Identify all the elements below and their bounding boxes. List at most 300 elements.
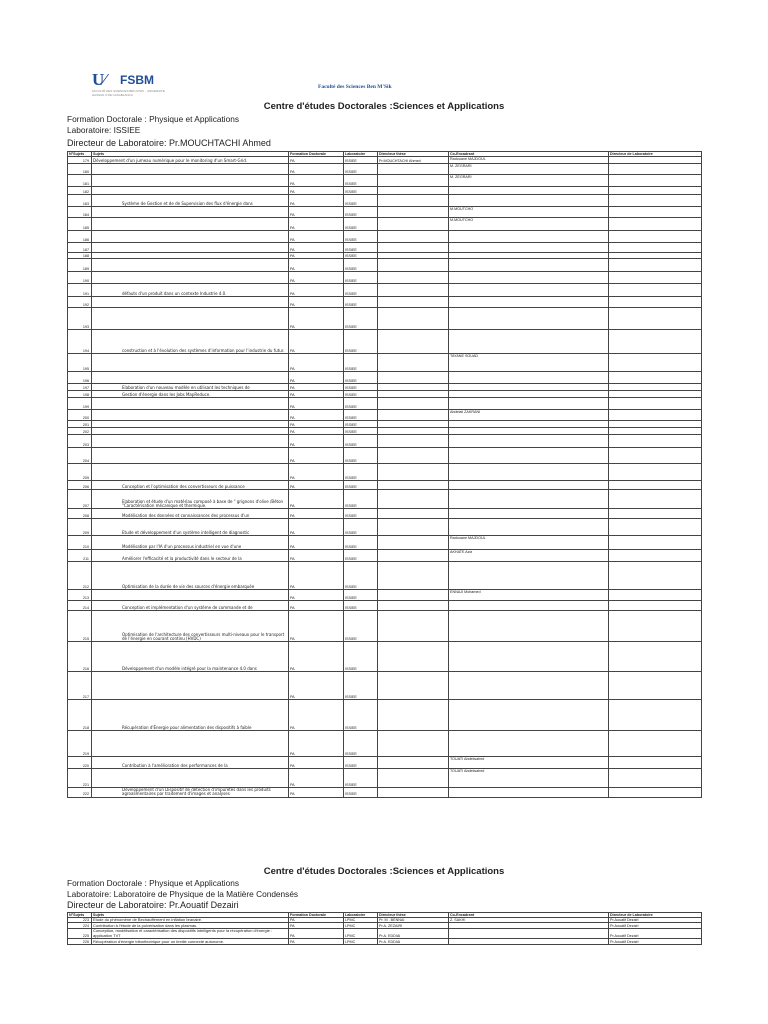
thesis-director-cell bbox=[378, 391, 449, 398]
laboratory-cell: ISSIEE bbox=[344, 519, 378, 536]
lab-director-cell bbox=[609, 601, 702, 611]
column-header-formation: Formation Doctorale bbox=[289, 913, 344, 918]
co-advisor-cell: TOUATI Abdelwahed bbox=[449, 769, 609, 788]
thesis-director-cell: Pr.MOUCHTACHI Ahmed bbox=[378, 157, 449, 164]
subject-number: 182 bbox=[68, 187, 92, 195]
column-header-lab: Laboratoire bbox=[344, 152, 378, 157]
lab-director-cell bbox=[609, 372, 702, 384]
co-advisor-cell bbox=[449, 562, 609, 590]
subject-title bbox=[92, 435, 289, 448]
formation-cell: PA bbox=[289, 731, 344, 757]
thesis-director-cell bbox=[378, 509, 449, 519]
subject-number: 197 bbox=[68, 384, 92, 391]
subject-title bbox=[92, 259, 289, 272]
formation-cell: PA bbox=[289, 410, 344, 421]
co-advisor-cell bbox=[449, 788, 609, 797]
table-row bbox=[68, 391, 702, 398]
lab-director-cell bbox=[609, 410, 702, 421]
lab-director-cell bbox=[609, 195, 702, 207]
table-row bbox=[68, 297, 702, 308]
laboratory-cell: ISSIEE bbox=[344, 731, 378, 757]
thesis-director-cell bbox=[378, 354, 449, 372]
thesis-director-cell bbox=[378, 464, 449, 481]
co-advisor-cell bbox=[449, 428, 609, 435]
lab-director-cell bbox=[609, 308, 702, 330]
formation-cell: PA bbox=[289, 769, 344, 788]
co-advisor-cell bbox=[449, 611, 609, 642]
lab-director-cell bbox=[609, 550, 702, 562]
laboratory-cell: ISSIEE bbox=[344, 157, 378, 164]
formation-cell: PA bbox=[289, 308, 344, 330]
laboratory-cell: ISSIEE bbox=[344, 428, 378, 435]
laboratory-cell: ISSIEE bbox=[344, 330, 378, 354]
subject-number: 222 bbox=[68, 788, 92, 797]
subject-title: Développement d'un Dispositif de détection d'impuretés dans les produits agroalimentaires par traitement d'images et analyses bbox=[92, 788, 289, 797]
formation-cell: PA bbox=[289, 157, 344, 164]
formation-cell: PA bbox=[289, 672, 344, 700]
laboratory-cell: ISSIEE bbox=[344, 490, 378, 509]
subject-title bbox=[92, 218, 289, 231]
subject-number: 180 bbox=[68, 164, 92, 175]
subject-number: 194 bbox=[68, 330, 92, 354]
co-advisor-cell bbox=[449, 384, 609, 391]
lab-director-cell bbox=[609, 354, 702, 372]
subject-title bbox=[92, 308, 289, 330]
thesis-director-cell: Pr.A. EDDIAI bbox=[378, 929, 449, 938]
section1-lab-director: Directeur de Laboratoire: Pr.MOUCHTACHI Ahmed bbox=[67, 138, 271, 148]
formation-cell: PA bbox=[289, 231, 344, 243]
subject-number: 204 bbox=[68, 448, 92, 464]
laboratory-cell: ISSIEE bbox=[344, 700, 378, 731]
formation-cell: PA bbox=[289, 284, 344, 297]
table-row bbox=[68, 398, 702, 410]
formation-cell: PA bbox=[289, 700, 344, 731]
formation-cell: PA bbox=[289, 253, 344, 259]
subject-title bbox=[92, 372, 289, 384]
thesis-director-cell bbox=[378, 372, 449, 384]
subject-title bbox=[92, 731, 289, 757]
laboratory-cell: ISSIEE bbox=[344, 308, 378, 330]
lab-director-cell bbox=[609, 284, 702, 297]
table-row bbox=[68, 175, 702, 187]
subject-title: Modélisation des données et connaissances des processus d'un bbox=[92, 509, 289, 519]
lab-director-cell bbox=[609, 391, 702, 398]
table-row bbox=[68, 672, 702, 700]
co-advisor-cell: M.MOUTCHO bbox=[449, 218, 609, 231]
table-row bbox=[68, 757, 702, 769]
lab-director-cell bbox=[609, 207, 702, 218]
table-row bbox=[68, 284, 702, 297]
subject-title bbox=[92, 428, 289, 435]
thesis-director-cell bbox=[378, 672, 449, 700]
co-advisor-cell bbox=[449, 284, 609, 297]
co-advisor-cell: Abdelali ZAKRANI bbox=[449, 410, 609, 421]
thesis-director-cell bbox=[378, 536, 449, 550]
laboratory-cell: ISSIEE bbox=[344, 601, 378, 611]
section1-subjects-table bbox=[67, 151, 702, 798]
thesis-director-cell: Pr.A. ZEZAIRI bbox=[378, 923, 449, 929]
laboratory-cell: ISSIEE bbox=[344, 769, 378, 788]
thesis-director-cell bbox=[378, 231, 449, 243]
formation-cell: PA bbox=[289, 929, 344, 938]
subject-title: Améliorer l'efficacité et la productivité dans le secteur de la bbox=[92, 550, 289, 562]
co-advisor-cell bbox=[449, 481, 609, 490]
co-advisor-cell: M.MOUTCHO bbox=[449, 207, 609, 218]
thesis-director-cell bbox=[378, 259, 449, 272]
lab-director-cell: Pr.Aouatif Dezairi bbox=[609, 918, 702, 923]
thesis-director-cell bbox=[378, 519, 449, 536]
subject-title bbox=[92, 207, 289, 218]
logo-abbreviation: FSBM bbox=[120, 73, 154, 87]
co-advisor-cell bbox=[449, 731, 609, 757]
table-row bbox=[68, 509, 702, 519]
subject-number: 186 bbox=[68, 231, 92, 243]
formation-cell: PA bbox=[289, 330, 344, 354]
subject-number: 216 bbox=[68, 642, 92, 672]
laboratory-cell: ISSIEE bbox=[344, 410, 378, 421]
formation-cell: PA bbox=[289, 590, 344, 601]
formation-cell: PA bbox=[289, 384, 344, 391]
subject-number: 206 bbox=[68, 481, 92, 490]
formation-cell: PA bbox=[289, 175, 344, 187]
co-advisor-cell: Radouane MAJDOUL bbox=[449, 536, 609, 550]
faculty-name: Faculté des Sciences Ben M'Sik bbox=[318, 84, 392, 90]
subject-number: 224 bbox=[68, 923, 92, 929]
lab-director-cell bbox=[609, 384, 702, 391]
subject-title bbox=[92, 231, 289, 243]
lab-director-cell bbox=[609, 187, 702, 195]
subject-number: 183 bbox=[68, 195, 92, 207]
lab-director-cell bbox=[609, 428, 702, 435]
thesis-director-cell bbox=[378, 788, 449, 797]
laboratory-cell: ISSIEE bbox=[344, 509, 378, 519]
co-advisor-cell bbox=[449, 421, 609, 428]
table-row bbox=[68, 769, 702, 788]
thesis-director-cell bbox=[378, 601, 449, 611]
co-advisor-cell bbox=[449, 308, 609, 330]
subject-number: 198 bbox=[68, 391, 92, 398]
co-advisor-cell: ENNAJI Mohamed bbox=[449, 590, 609, 601]
column-header-formation: Formation Doctorale bbox=[289, 152, 344, 157]
subject-title: Conception, modélisation et caractérisation des dispositifs intelligents pour la récupération d'énergie : application TVT bbox=[92, 929, 289, 938]
formation-cell: PA bbox=[289, 788, 344, 797]
subject-title bbox=[92, 297, 289, 308]
subject-title: Développement d'un modèle intégré pour la maintenance 4.0 dans bbox=[92, 642, 289, 672]
subject-number: 190 bbox=[68, 272, 92, 284]
subject-number: 196 bbox=[68, 372, 92, 384]
subject-title: Etude du phénomène de Bechauffement en inflation branaire. bbox=[92, 918, 289, 923]
co-advisor-cell bbox=[449, 330, 609, 354]
subject-title bbox=[92, 354, 289, 372]
section2-lab-director: Directeur de Laboratoire: Pr.Aouatif Dezairi bbox=[67, 900, 239, 910]
thesis-director-cell bbox=[378, 398, 449, 410]
thesis-director-cell bbox=[378, 700, 449, 731]
lab-director-cell bbox=[609, 590, 702, 601]
subject-title bbox=[92, 410, 289, 421]
table-row bbox=[68, 601, 702, 611]
co-advisor-cell bbox=[449, 642, 609, 672]
laboratory-cell: ISSIEE bbox=[344, 788, 378, 797]
co-advisor-cell bbox=[449, 490, 609, 509]
laboratory-cell: ISSIEE bbox=[344, 218, 378, 231]
subject-number: 184 bbox=[68, 207, 92, 218]
table-row bbox=[68, 929, 702, 938]
thesis-director-cell bbox=[378, 757, 449, 769]
thesis-director-cell bbox=[378, 550, 449, 562]
subject-number: 200 bbox=[68, 410, 92, 421]
formation-cell: PA bbox=[289, 550, 344, 562]
laboratory-cell: ISSIEE bbox=[344, 175, 378, 187]
co-advisor-cell: Radouane MAJDOUL bbox=[449, 157, 609, 164]
table-row bbox=[68, 490, 702, 509]
subject-number: 219 bbox=[68, 731, 92, 757]
lab-director-cell bbox=[609, 731, 702, 757]
subject-number: 226 bbox=[68, 938, 92, 944]
thesis-director-cell bbox=[378, 642, 449, 672]
co-advisor-cell bbox=[449, 272, 609, 284]
section2-formation: Formation Doctorale : Physique et Applications bbox=[67, 878, 240, 888]
column-header-director: Directeur thèse bbox=[378, 152, 449, 157]
subject-title: Optimisation de la durée de vie des sources d'énergie embarquée bbox=[92, 562, 289, 590]
lab-director-cell bbox=[609, 435, 702, 448]
formation-cell: PA bbox=[289, 938, 344, 944]
lab-director-cell bbox=[609, 218, 702, 231]
co-advisor-cell bbox=[449, 231, 609, 243]
thesis-director-cell bbox=[378, 243, 449, 253]
laboratory-cell: ISSIEE bbox=[344, 421, 378, 428]
co-advisor-cell bbox=[449, 391, 609, 398]
subject-title bbox=[92, 272, 289, 284]
laboratory-cell: ISSIEE bbox=[344, 195, 378, 207]
formation-cell: PA bbox=[289, 509, 344, 519]
table-row bbox=[68, 700, 702, 731]
laboratory-cell: ISSIEE bbox=[344, 672, 378, 700]
table-row bbox=[68, 435, 702, 448]
subject-number: 223 bbox=[68, 918, 92, 923]
subject-number: 187 bbox=[68, 243, 92, 253]
subject-number: 215 bbox=[68, 611, 92, 642]
thesis-director-cell bbox=[378, 435, 449, 448]
lab-director-cell bbox=[609, 164, 702, 175]
formation-cell: PA bbox=[289, 164, 344, 175]
formation-cell: PA bbox=[289, 354, 344, 372]
subject-title: Gestion d'énergie dans les Jobs MapReduce. bbox=[92, 391, 289, 398]
formation-cell: PA bbox=[289, 421, 344, 428]
lab-director-cell bbox=[609, 788, 702, 797]
lab-director-cell: Pr.Aouatif Dezairi bbox=[609, 923, 702, 929]
subject-number: 211 bbox=[68, 550, 92, 562]
formation-cell: PA bbox=[289, 195, 344, 207]
thesis-director-cell bbox=[378, 490, 449, 509]
formation-cell: PA bbox=[289, 642, 344, 672]
formation-cell: PA bbox=[289, 923, 344, 929]
co-advisor-cell bbox=[449, 259, 609, 272]
subject-number: 199 bbox=[68, 398, 92, 410]
thesis-director-cell bbox=[378, 164, 449, 175]
section2-laboratory: Laboratoire: Laboratoire de Physique de la Matière Condensés bbox=[67, 889, 299, 899]
laboratory-cell: ISSIEE bbox=[344, 207, 378, 218]
subject-title: Récupération d'énergie triboélectrique pour un textile connecté autonome. bbox=[92, 938, 289, 944]
thesis-director-cell bbox=[378, 195, 449, 207]
table-row bbox=[68, 464, 702, 481]
lab-director-cell bbox=[609, 243, 702, 253]
thesis-director-cell bbox=[378, 428, 449, 435]
subject-title bbox=[92, 175, 289, 187]
subject-title bbox=[92, 398, 289, 410]
table-row bbox=[68, 550, 702, 562]
thesis-director-cell bbox=[378, 611, 449, 642]
subject-title: Contribution à l'amélioration des performances de la bbox=[92, 757, 289, 769]
co-advisor-cell: M. ZEGRARI bbox=[449, 164, 609, 175]
lab-director-cell: Pr.Aouatif Dezairi bbox=[609, 929, 702, 938]
subject-number: 220 bbox=[68, 757, 92, 769]
column-header-num: N°Sujets bbox=[68, 152, 92, 157]
table-row bbox=[68, 481, 702, 490]
laboratory-cell: ISSIEE bbox=[344, 642, 378, 672]
subject-number: 217 bbox=[68, 672, 92, 700]
co-advisor-cell bbox=[449, 243, 609, 253]
co-advisor-cell bbox=[449, 938, 609, 944]
laboratory-cell: ISSIEE bbox=[344, 398, 378, 410]
lab-director-cell bbox=[609, 509, 702, 519]
subject-number: 210 bbox=[68, 536, 92, 550]
laboratory-cell: ISSIEE bbox=[344, 435, 378, 448]
laboratory-cell: ISSIEE bbox=[344, 611, 378, 642]
co-advisor-cell: AKHATE Aziz bbox=[449, 550, 609, 562]
table-row bbox=[68, 384, 702, 391]
thesis-director-cell bbox=[378, 297, 449, 308]
table-row bbox=[68, 207, 702, 218]
laboratory-cell: ISSIEE bbox=[344, 372, 378, 384]
table-row bbox=[68, 231, 702, 243]
column-header-labdir: Directeur de Laboratoire bbox=[609, 152, 702, 157]
co-advisor-cell bbox=[449, 195, 609, 207]
thesis-director-cell bbox=[378, 272, 449, 284]
table-row bbox=[68, 590, 702, 601]
co-advisor-cell bbox=[449, 464, 609, 481]
table-row bbox=[68, 448, 702, 464]
thesis-director-cell: Pr.A. EDDIAI bbox=[378, 938, 449, 944]
fsbm-logo bbox=[92, 70, 172, 98]
subject-title bbox=[92, 590, 289, 601]
column-header-labdir: Directeur de Laboratoire bbox=[609, 913, 702, 918]
lab-director-cell bbox=[609, 519, 702, 536]
table-row bbox=[68, 611, 702, 642]
column-header-subject: Sujets bbox=[92, 913, 289, 918]
formation-cell: PA bbox=[289, 391, 344, 398]
formation-cell: PA bbox=[289, 259, 344, 272]
subject-title: Elaboration d'un nouveau modèle en utilisant les techniques de bbox=[92, 384, 289, 391]
formation-cell: PA bbox=[289, 562, 344, 590]
thesis-director-cell bbox=[378, 769, 449, 788]
table-row bbox=[68, 218, 702, 231]
formation-cell: PA bbox=[289, 536, 344, 550]
co-advisor-cell bbox=[449, 509, 609, 519]
subject-title: Récupération d'Énergie pour alimentation des dispositifs à faible bbox=[92, 700, 289, 731]
subject-number: 205 bbox=[68, 464, 92, 481]
subject-number: 189 bbox=[68, 259, 92, 272]
subject-number: 218 bbox=[68, 700, 92, 731]
table-row bbox=[68, 536, 702, 550]
co-advisor-cell bbox=[449, 519, 609, 536]
formation-cell: PA bbox=[289, 448, 344, 464]
table-row bbox=[68, 195, 702, 207]
subject-title: défauts d'un produit dans un contexte Industrie 4.0. bbox=[92, 284, 289, 297]
lab-director-cell bbox=[609, 297, 702, 308]
formation-cell: PA bbox=[289, 372, 344, 384]
table-row bbox=[68, 519, 702, 536]
formation-cell: PA bbox=[289, 464, 344, 481]
subject-title: Etude et développement d'un système intelligent de diagnostic bbox=[92, 519, 289, 536]
laboratory-cell: ISSIEE bbox=[344, 354, 378, 372]
table-row bbox=[68, 272, 702, 284]
subject-number: 201 bbox=[68, 421, 92, 428]
table-row bbox=[68, 308, 702, 330]
subject-title: Développement d'un jumeau numérique pour le monitoring d'un Smart-Grid. bbox=[92, 157, 289, 164]
lab-director-cell bbox=[609, 259, 702, 272]
thesis-director-cell bbox=[378, 308, 449, 330]
subject-number: 202 bbox=[68, 428, 92, 435]
table-row bbox=[68, 330, 702, 354]
logo-subtitle: FACULTÉ DES SCIENCES BEN M'SIK · UNIVERSITÉ HASSAN II DE CASABLANCA bbox=[92, 89, 165, 97]
table-row bbox=[68, 731, 702, 757]
lab-director-cell bbox=[609, 642, 702, 672]
subject-title: Contribution à l'étude de la pulvérisation dans les plasmas. bbox=[92, 923, 289, 929]
column-header-coadvisor: Co-Encadrant bbox=[449, 152, 609, 157]
co-advisor-cell bbox=[449, 435, 609, 448]
subject-number: 209 bbox=[68, 519, 92, 536]
table-row bbox=[68, 164, 702, 175]
thesis-director-cell bbox=[378, 175, 449, 187]
co-advisor-cell: TOUATI Abdelwahed bbox=[449, 757, 609, 769]
thesis-director-cell bbox=[378, 218, 449, 231]
table-row bbox=[68, 187, 702, 195]
table-row bbox=[68, 938, 702, 944]
laboratory-cell: ISSIEE bbox=[344, 562, 378, 590]
lab-director-cell bbox=[609, 231, 702, 243]
laboratory-cell: ISSIEE bbox=[344, 448, 378, 464]
subject-title bbox=[92, 421, 289, 428]
co-advisor-cell bbox=[449, 448, 609, 464]
co-advisor-cell bbox=[449, 672, 609, 700]
table-row bbox=[68, 788, 702, 797]
lab-director-cell bbox=[609, 175, 702, 187]
co-advisor-cell bbox=[449, 398, 609, 410]
column-header-director: Directeur thèse bbox=[378, 913, 449, 918]
section2-title: Centre d'études Doctorales :Sciences et Applications bbox=[263, 866, 505, 877]
subject-title: Conception et l'optimisation des convertisseurs de puissance bbox=[92, 481, 289, 490]
formation-cell: PA bbox=[289, 398, 344, 410]
laboratory-cell: ISSIEE bbox=[344, 590, 378, 601]
subject-title bbox=[92, 187, 289, 195]
subject-title: Conception et implémentation d'un système de commande et de bbox=[92, 601, 289, 611]
formation-cell: PA bbox=[289, 490, 344, 509]
thesis-director-cell bbox=[378, 448, 449, 464]
subject-title bbox=[92, 769, 289, 788]
laboratory-cell: ISSIEE bbox=[344, 481, 378, 490]
table-row bbox=[68, 372, 702, 384]
formation-cell: PA bbox=[289, 187, 344, 195]
section1-formation: Formation Doctorale : Physique et Applications bbox=[67, 114, 240, 124]
lab-director-cell bbox=[609, 700, 702, 731]
subject-number: 192 bbox=[68, 297, 92, 308]
laboratory-cell: ISSIEE bbox=[344, 297, 378, 308]
thesis-director-cell bbox=[378, 590, 449, 601]
lab-director-cell bbox=[609, 757, 702, 769]
thesis-director-cell bbox=[378, 421, 449, 428]
table-row bbox=[68, 157, 702, 164]
formation-cell: PA bbox=[289, 918, 344, 923]
